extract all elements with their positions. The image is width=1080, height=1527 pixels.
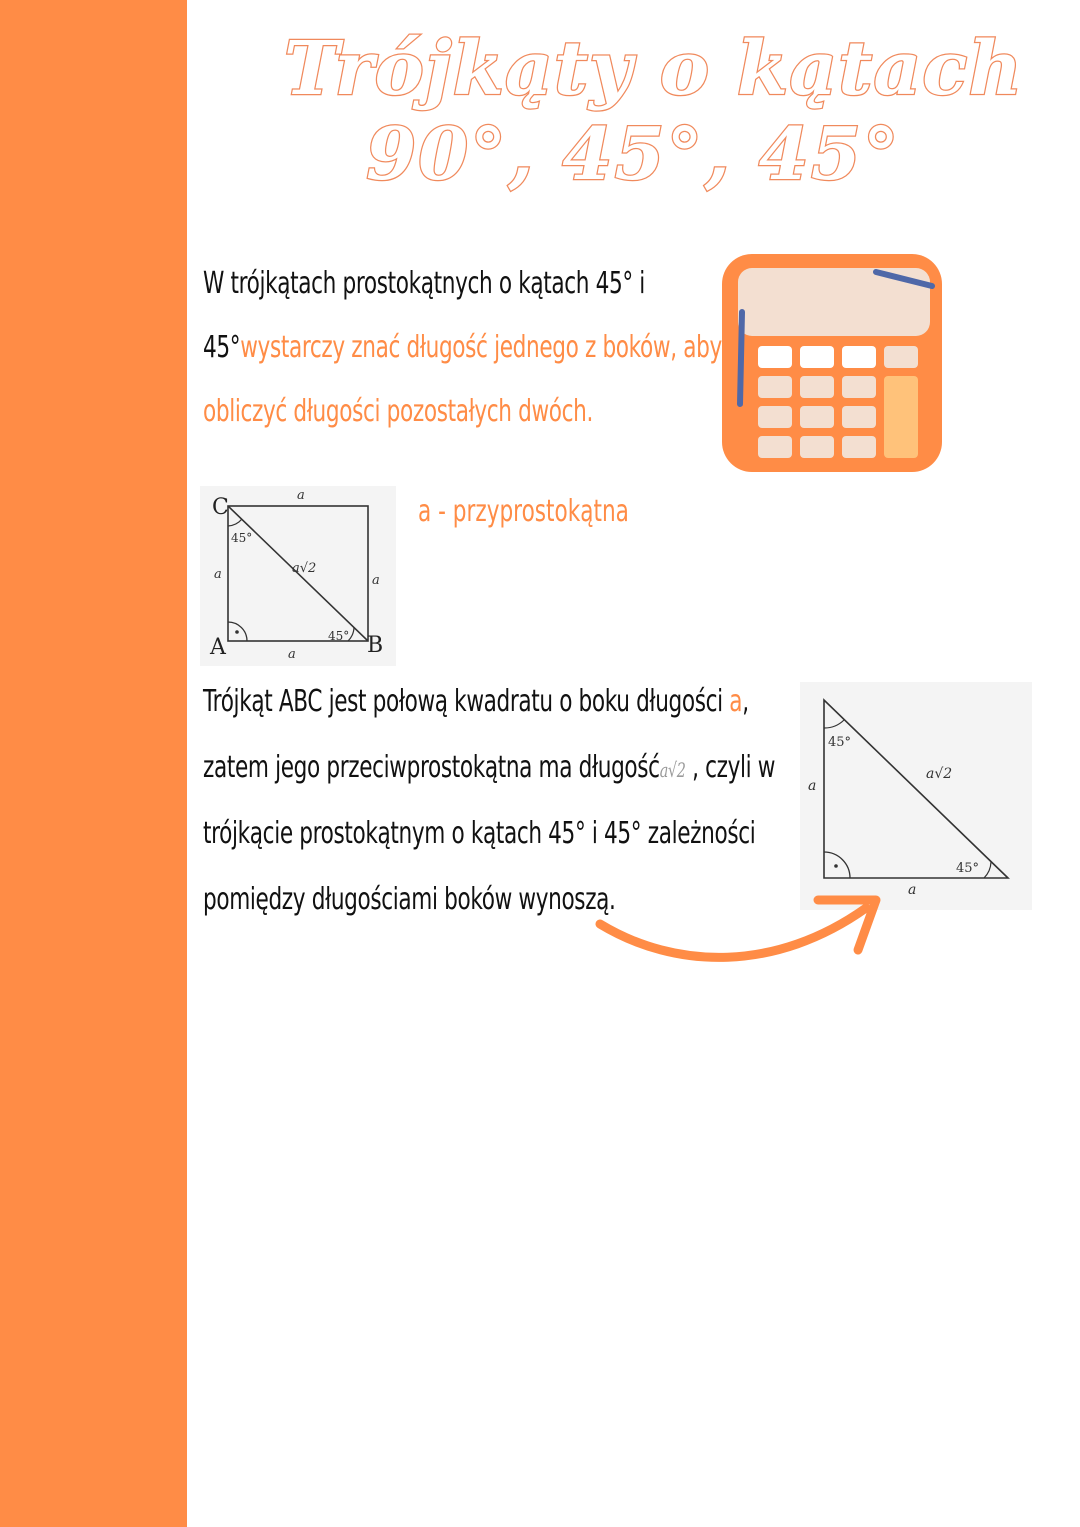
side-top-label: a: [297, 488, 305, 503]
triangle-angle-top: 45°: [828, 735, 852, 750]
triangle-hypotenuse: a√2: [926, 766, 953, 782]
explanation-line-1-comma: ,: [742, 684, 749, 719]
inline-sqrt-expression: a√2: [659, 758, 686, 782]
angle-c-label: 45°: [231, 531, 253, 545]
side-bottom-label: a: [288, 647, 296, 662]
intro-line-2-black: 45°: [203, 330, 241, 365]
intro-line-1: W trójkątach prostokątnych o kątach 45° i: [203, 266, 645, 301]
vertex-a-label: A: [210, 635, 226, 660]
intro-line-3: obliczyć długości pozostałych dwóch.: [203, 394, 593, 429]
side-left-label: a: [214, 567, 222, 582]
vertex-b-label: B: [367, 633, 384, 658]
explanation-line-1-a: a: [729, 684, 743, 719]
page-title-line2: 90°, 45°, 45°: [366, 111, 901, 196]
calculator-icon: [716, 248, 948, 480]
side-stripe: [0, 0, 187, 1527]
triangle-side-bottom: a: [908, 882, 917, 898]
triangle-side-left: a: [808, 778, 817, 794]
triangle-angle-bottom: 45°: [956, 861, 980, 876]
square-figure: [200, 480, 396, 666]
explanation-line-3: trójkącie prostokątnym o kątach 45° i 45° zależności: [203, 816, 756, 851]
angle-b-label: 45°: [328, 629, 350, 643]
triangle-figure: [800, 682, 1032, 910]
explanation-line-1-text: Trójkąt ABC jest połową kwadratu o boku długości: [203, 684, 730, 719]
side-right-label: a: [372, 573, 380, 588]
explanation-line-2: [203, 750, 775, 785]
explanation-line-1: [203, 684, 749, 719]
explanation-line-2-text: zatem jego przeciwprostokątna ma długość: [203, 750, 660, 785]
diagonal-label: a√2: [292, 561, 317, 576]
legend-text: a - przyprostokątna: [418, 494, 629, 529]
page-title-line1: Trójkąty o kątach: [283, 26, 1024, 112]
explanation-line-4: pomiędzy długościami boków wynoszą.: [203, 882, 616, 917]
curved-arrow-icon: [586, 880, 896, 980]
explanation-line-2-end: , czyli w: [685, 750, 776, 785]
vertex-c-label: C: [212, 495, 229, 520]
intro-line-2: [203, 330, 722, 365]
intro-line-2-orange: wystarczy znać długość jednego z boków, aby: [240, 330, 722, 365]
